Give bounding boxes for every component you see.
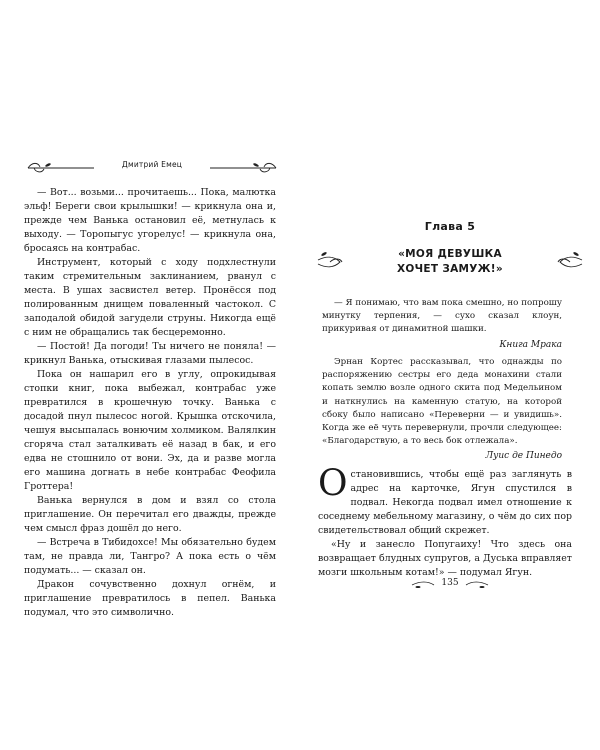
page-number: 135 (441, 578, 459, 588)
paragraph: — Вот... возьми... прочитаешь... Пока, малютка эльф! Береги свои крылышки! — крикнула она и, прежде чем Ванька остановил её, метнулась к выходу. — Торопыгус угорелус! — крикнула она, бросаясь на контрабас. (24, 187, 276, 254)
paragraph-text: становившись, чтобы ещё раз заглянуть в адрес на карточке, Ягун спустился в подвал. Некогда подвал имел отношение к соседнему мебельному магазину, о чём до сих пор свидетельствовал общий скрежет. (318, 469, 572, 536)
epigraph-source: Луис де Пинедо (485, 451, 562, 462)
chapter-label: Глава 5 (424, 220, 476, 233)
paragraph: Дракон сочувственно дохнул огнём, и приглашение превратилось в пепел. Ванька подумал, что это символично. (24, 579, 276, 618)
drop-cap: О (318, 463, 348, 504)
epigraph-text: — Я понимаю, что вам пока смешно, но попрошу минутку терпения, — сухо сказал клоун, прикуривая от динамитной шашки. (322, 298, 562, 335)
paragraph (318, 463, 572, 538)
paragraph: — Постой! Да погоди! Ты ничего не поняла! — крикнул Ванька, отыскивая глазами пылесос. (24, 341, 276, 366)
paragraph: Ванька вернулся в дом и взял со стола приглашение. Он перечитал его дважды, прежде чем смысл фраз дошёл до него. (24, 495, 276, 534)
epigraph (322, 297, 562, 352)
right-page-body (318, 463, 572, 580)
header-author: Дмитрий Емец (121, 160, 183, 169)
paragraph: — Встреча в Тибидохсе! Мы обязательно будем там, не правда ли, Тангро? А пока есть о чём подумать... — сказал он. (24, 537, 276, 576)
chapter-flourish-icon (300, 234, 600, 294)
paragraph: Пока он нашарил его в углу, опрокидывая стопки книг, пока выбежал, контрабас уже превратился в крошечную точку. Ванька с досадой пнул пылесос ногой. Крышка отскочила, чешуя высыпалась вонючим холмиком. Валялкин сгоряча стал заталкивать её назад в бак, и его едва не стошнило от вони. Эх, да и разве могла его машина догнать в небе контрабас Феофила Гроттера! (24, 369, 276, 492)
epigraph (322, 356, 562, 464)
chapter-title: «МОЯ ДЕВУШКА ХОЧЕТ ЗАМУЖ!» (397, 248, 503, 275)
running-header (24, 158, 280, 180)
paragraph: Инструмент, который с ходу подхлестнули таким стремительным заклинанием, рванул с места. В ушах засвистел ветер. Пронёсся под полированным днищем поваленный частокол. С заподалой обидой загудели струны. Никогда ещё с ним не обращались так бесцеремонно. (24, 257, 276, 338)
paragraph: «Ну и занесло Попугаиху! Что здесь она возвращает блудных супругов, а Дуська вправляет мозги школьным котам!» — подумал Ягун. (318, 539, 572, 578)
epigraph-text: Эрнан Кортес рассказывал, что однажды по распоряжению сестры его деда монахини стали копать землю возле одного скита под Медельином и наткнулись на каменную статую, на которой сбоку было написано «Переверни — и увидишь». Когда же её чуть перевернули, прочли следующее: «Благодарствую, а то весь бок отлежала». (322, 357, 562, 447)
epigraph-source: Книга Мрака (499, 339, 562, 350)
left-page-body (24, 186, 276, 620)
chapter-heading (300, 220, 600, 277)
page-number-footer (300, 578, 600, 592)
